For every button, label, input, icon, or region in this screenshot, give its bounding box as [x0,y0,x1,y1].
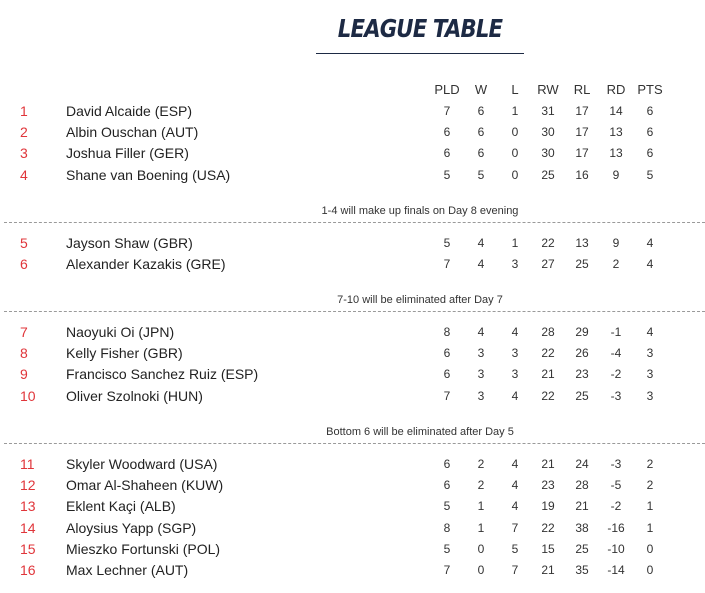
rank-number: 12 [20,477,36,493]
stat-rw: 31 [541,104,555,118]
page-title: LEAGUE TABLE [337,14,503,43]
stat-w: 3 [477,367,485,381]
player-name: Francisco Sanchez Ruiz (ESP) [66,366,259,382]
stat-w: 2 [477,478,485,492]
stat-rd: 9 [612,236,620,250]
stat-rl: 17 [575,125,589,139]
stat-rw: 22 [541,521,555,535]
stat-rw: 15 [541,542,555,556]
stat-l: 3 [511,367,519,381]
stat-pts: 3 [646,367,654,381]
stat-rw: 30 [541,125,555,139]
stat-rd: -1 [610,325,622,339]
stat-pld: 6 [443,125,451,139]
stat-pld: 6 [443,146,451,160]
stat-rl: 26 [575,346,589,360]
stat-pld: 6 [443,346,451,360]
group-note: Bottom 6 will be eliminated after Day 5 [326,426,514,438]
stat-l: 0 [511,146,519,160]
stat-pts: 2 [646,478,654,492]
stat-pts: 0 [646,563,654,577]
table-row [0,145,705,166]
stat-rw: 22 [541,389,555,403]
rank-number: 10 [20,388,36,404]
stat-w: 5 [477,168,485,182]
player-name: Jayson Shaw (GBR) [66,235,193,251]
stat-rd: -3 [610,389,622,403]
stat-rw: 21 [541,563,555,577]
column-header-rl: RL [573,82,591,97]
stat-rl: 25 [575,542,589,556]
rank-number: 5 [20,235,28,251]
table-row [0,256,705,277]
stat-w: 3 [477,346,485,360]
rank-number: 14 [20,520,36,536]
stat-pld: 8 [443,521,451,535]
player-name: Omar Al-Shaheen (KUW) [66,477,224,493]
rank-number: 6 [20,256,28,272]
table-row [0,324,705,345]
stat-rw: 22 [541,346,555,360]
section-divider [4,222,705,223]
stat-l: 1 [511,236,519,250]
stat-l: 7 [511,563,519,577]
stat-w: 4 [477,257,485,271]
stat-l: 3 [511,346,519,360]
column-header-rw: RW [537,82,559,97]
stat-l: 1 [511,104,519,118]
stat-l: 3 [511,257,519,271]
stat-l: 4 [511,457,519,471]
stat-l: 7 [511,521,519,535]
stat-pld: 6 [443,478,451,492]
stat-rd: 2 [612,257,620,271]
stat-rw: 25 [541,168,555,182]
rank-number: 9 [20,366,28,382]
table-row [0,235,705,256]
title-underline [316,53,524,54]
stat-w: 6 [477,125,485,139]
stat-w: 2 [477,457,485,471]
stat-pts: 6 [646,104,654,118]
rank-number: 16 [20,562,36,578]
player-name: Alexander Kazakis (GRE) [66,256,226,272]
stat-rd: -2 [610,367,622,381]
stat-rw: 23 [541,478,555,492]
stat-rw: 28 [541,325,555,339]
stat-pld: 6 [443,457,451,471]
stat-w: 1 [477,499,485,513]
stat-l: 0 [511,125,519,139]
table-row [0,498,705,519]
stat-pld: 5 [443,499,451,513]
stat-rw: 27 [541,257,555,271]
table-row [0,345,705,366]
column-header-l: L [511,82,519,97]
stat-rl: 38 [575,521,589,535]
stat-pld: 7 [443,389,451,403]
stat-rd: -16 [607,521,625,535]
stat-w: 4 [477,236,485,250]
stat-rw: 21 [541,457,555,471]
table-row [0,366,705,387]
table-row [0,167,705,188]
stat-pts: 0 [646,542,654,556]
stat-w: 0 [477,542,485,556]
rank-number: 8 [20,345,28,361]
stat-rl: 23 [575,367,589,381]
rank-number: 3 [20,145,28,161]
stat-rw: 19 [541,499,555,513]
stat-rl: 29 [575,325,589,339]
table-row [0,103,705,124]
player-name: Eklent Kaçi (ALB) [66,498,176,514]
stat-pts: 6 [646,146,654,160]
rank-number: 1 [20,103,28,119]
stat-l: 4 [511,499,519,513]
stat-l: 4 [511,389,519,403]
stat-rd: 9 [612,168,620,182]
stat-pts: 4 [646,236,654,250]
stat-rl: 21 [575,499,589,513]
group-note: 7-10 will be eliminated after Day 7 [337,294,503,306]
table-row [0,562,705,583]
stat-rl: 13 [575,236,589,250]
player-name: Oliver Szolnoki (HUN) [66,388,203,404]
player-name: Albin Ouschan (AUT) [66,124,199,140]
table-row [0,388,705,409]
stat-w: 6 [477,104,485,118]
stat-pld: 5 [443,236,451,250]
player-name: Mieszko Fortunski (POL) [66,541,221,557]
stat-pld: 7 [443,104,451,118]
stat-rd: 14 [609,104,623,118]
stat-w: 4 [477,325,485,339]
stat-l: 4 [511,325,519,339]
stat-pts: 3 [646,346,654,360]
rank-number: 4 [20,167,28,183]
player-name: Aloysius Yapp (SGP) [66,520,197,536]
stat-rl: 17 [575,104,589,118]
stat-pld: 5 [443,542,451,556]
rank-number: 13 [20,498,36,514]
group-note: 1-4 will make up finals on Day 8 evening [321,205,519,217]
stat-pts: 3 [646,389,654,403]
stat-pts: 2 [646,457,654,471]
stat-rd: -4 [610,346,622,360]
stat-pld: 6 [443,367,451,381]
player-name: Kelly Fisher (GBR) [66,345,183,361]
stat-pld: 8 [443,325,451,339]
player-name: Shane van Boening (USA) [66,167,231,183]
stat-l: 5 [511,542,519,556]
column-header-pts: PTS [637,82,663,97]
player-name: Naoyuki Oi (JPN) [66,324,175,340]
rank-number: 11 [20,456,35,472]
column-header-rd: RD [606,82,626,97]
stat-rl: 25 [575,257,589,271]
rank-number: 7 [20,324,28,340]
stat-rw: 30 [541,146,555,160]
section-divider [4,311,705,312]
stat-w: 1 [477,521,485,535]
stat-w: 3 [477,389,485,403]
stat-rl: 17 [575,146,589,160]
table-row [0,520,705,541]
stat-rd: -14 [607,563,625,577]
table-row [0,456,705,477]
section-divider [4,443,705,444]
player-name: Skyler Woodward (USA) [66,456,218,472]
stat-rd: 13 [609,146,623,160]
stat-rl: 35 [575,563,589,577]
stat-rd: 13 [609,125,623,139]
stat-rd: -2 [610,499,622,513]
stat-pts: 4 [646,257,654,271]
stat-rw: 22 [541,236,555,250]
stat-pts: 6 [646,125,654,139]
stat-l: 0 [511,168,519,182]
stat-rd: -3 [610,457,622,471]
stat-pts: 4 [646,325,654,339]
player-name: Max Lechner (AUT) [66,562,189,578]
stat-rd: -5 [610,478,622,492]
stat-pld: 7 [443,563,451,577]
table-row [0,541,705,562]
stat-rd: -10 [607,542,625,556]
rank-number: 15 [20,541,36,557]
stat-rl: 28 [575,478,589,492]
player-name: Joshua Filler (GER) [66,145,189,161]
stat-w: 0 [477,563,485,577]
table-row [0,477,705,498]
stat-rl: 24 [575,457,589,471]
stat-rl: 16 [575,168,589,182]
stat-l: 4 [511,478,519,492]
column-header-w: W [474,82,488,97]
stat-rl: 25 [575,389,589,403]
stat-pts: 5 [646,168,654,182]
stat-pts: 1 [646,521,654,535]
stat-pld: 7 [443,257,451,271]
table-row [0,124,705,145]
column-header-pld: PLD [434,82,460,97]
stat-pts: 1 [646,499,654,513]
rank-number: 2 [20,124,28,140]
player-name: David Alcaide (ESP) [66,103,193,119]
stat-w: 6 [477,146,485,160]
stat-rw: 21 [541,367,555,381]
stat-pld: 5 [443,168,451,182]
